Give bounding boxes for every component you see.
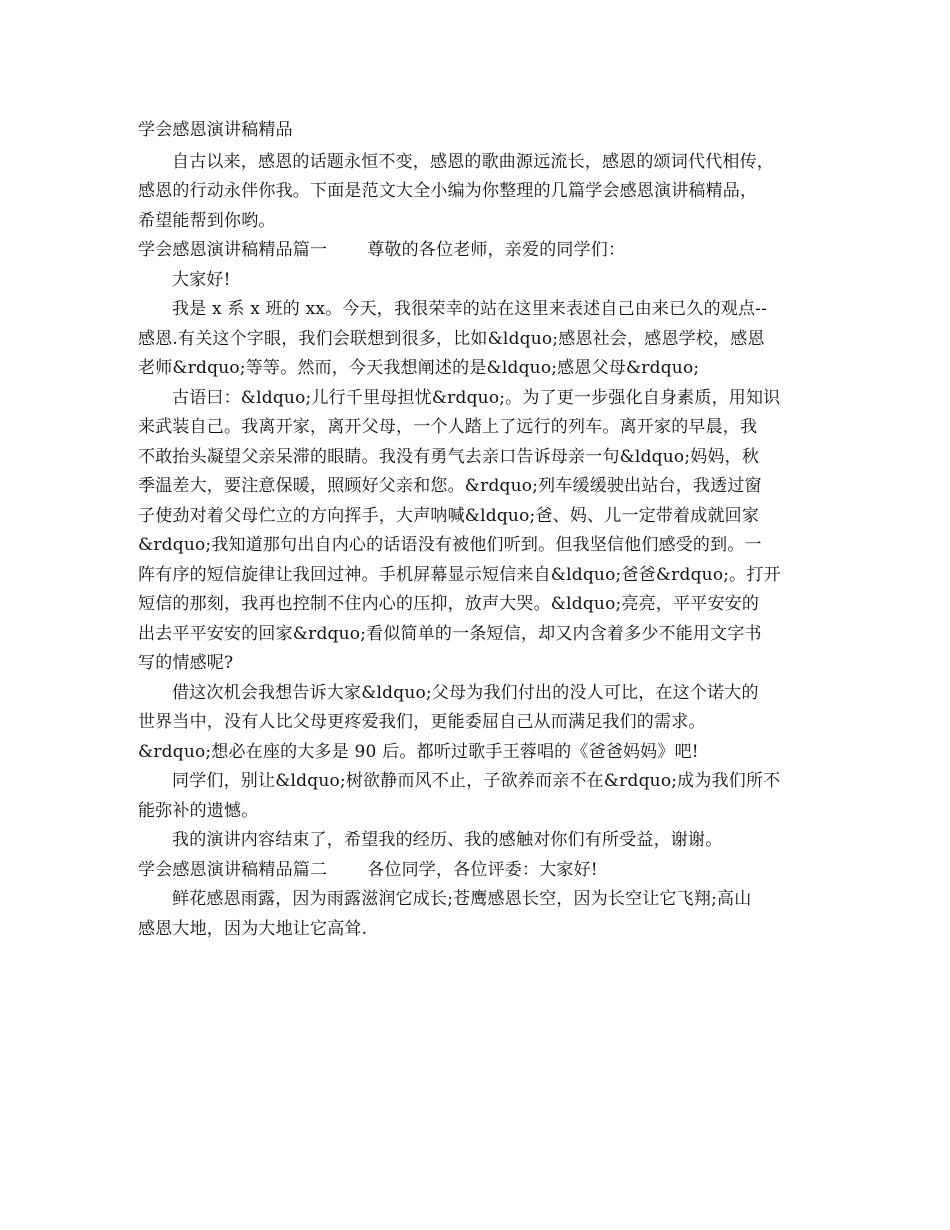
intro-paragraph bbox=[138, 148, 820, 237]
paragraph-line: 来武装自己。我离开家，离开父母，一个人踏上了远行的列车。离开家的早晨，我 bbox=[138, 417, 758, 437]
document-page bbox=[138, 116, 820, 944]
paragraph-line: &rdquo;想必在座的大多是 90 后。都听过歌手王蓉唱的《爸爸妈妈》吧! bbox=[138, 741, 699, 762]
section1-heading-line bbox=[138, 236, 820, 266]
paragraph-line: 出去平平安安的回家&rdquo;看似简单的一条短信，却又内含着多少不能用文字书 bbox=[138, 623, 762, 644]
paragraph-line: 我是 x 系 x 班的 xx。今天，我很荣幸的站在这里来表述自己由来已久的观点-- bbox=[172, 299, 768, 319]
intro-line: 感恩的行动永伴你我。下面是范文大全小编为你整理的几篇学会感恩演讲稿精品， bbox=[138, 181, 758, 201]
paragraph-line: 不敢抬头凝望父亲呆滞的眼睛。我没有勇气去亲口告诉母亲一句&ldquo;妈妈，秋 bbox=[138, 446, 760, 467]
section2-heading-line bbox=[138, 856, 820, 886]
paragraph-line: &rdquo;我知道那句出自内心的话语没有被他们听到。但我坚信他们感受的到。一 bbox=[138, 535, 762, 555]
paragraph-line: 世界当中，没有人比父母更疼爱我们，更能委屈自己从而满足我们的需求。 bbox=[138, 712, 706, 732]
paragraph-line: 子使劲对着父母伫立的方向挥手，大声呐喊&ldquo;爸、妈、儿一定带着成就回家 bbox=[138, 505, 760, 526]
paragraph-line: 同学们，别让&ldquo;树欲静而风不止，子欲养而亲不在&rdquo;成为我们所不 bbox=[172, 771, 781, 791]
paragraph-line: 季温差大，要注意保暖，照顾好父亲和您。&rdquo;列车缓缓驶出站台，我透过窗 bbox=[138, 476, 762, 496]
intro-line: 自古以来，感恩的话题永恒不变，感恩的歌曲源远流长，感恩的颂词代代相传， bbox=[172, 151, 774, 172]
section1-paragraph-1 bbox=[138, 295, 820, 384]
section1-greeting: 大家好! bbox=[172, 269, 231, 290]
section2-heading: 学会感恩演讲稿精品篇二 bbox=[138, 859, 328, 880]
paragraph-line: 感恩.有关这个字眼，我们会联想到很多，比如&ldquo;感恩社会，感恩学校，感恩 bbox=[138, 328, 765, 349]
paragraph-line: 借这次机会我想告诉大家&ldquo;父母为我们付出的没人可比，在这个诺大的 bbox=[172, 682, 759, 703]
paragraph-line: 写的情感呢? bbox=[138, 653, 234, 673]
paragraph-line: 短信的那刻，我再也控制不住内心的压抑，放声大哭。&ldquo;亮亮，平平安安的 bbox=[138, 594, 760, 614]
paragraph-line: 古语曰：&ldquo;儿行千里母担忧&rdquo;。为了更一步强化自身素质，用知识 bbox=[172, 387, 781, 408]
section1-paragraph-4 bbox=[138, 767, 820, 826]
section1-paragraph-5 bbox=[138, 826, 820, 856]
section1-heading: 学会感恩演讲稿精品篇一 bbox=[138, 240, 328, 260]
section2-paragraph-1 bbox=[138, 885, 820, 944]
document-title: 学会感恩演讲稿精品 bbox=[138, 120, 293, 140]
paragraph-line: 阵有序的短信旋律让我回过神。手机屏幕显示短信来自&ldquo;爸爸&rdquo;。打开 bbox=[138, 564, 781, 585]
section1-paragraph-3 bbox=[138, 679, 820, 768]
intro-line: 希望能帮到你哟。 bbox=[138, 210, 276, 231]
paragraph-line: 能弥补的遗憾。 bbox=[138, 800, 259, 821]
section1-paragraph-2 bbox=[138, 384, 820, 679]
section2-opening: 各位同学，各位评委：大家好! bbox=[367, 859, 598, 880]
paragraph-line: 鲜花感恩雨露，因为雨露滋润它成长;苍鹰感恩长空，因为长空让它飞翔;高山 bbox=[172, 889, 752, 909]
paragraph-line: 我的演讲内容结束了，希望我的经历、我的感触对你们有所受益，谢谢。 bbox=[172, 830, 723, 850]
paragraph-line: 老师&rdquo;等等。然而，今天我想阐述的是&ldquo;感恩父母&rdquo; bbox=[138, 358, 700, 378]
section1-opening: 尊敬的各位老师，亲爱的同学们： bbox=[367, 240, 626, 260]
paragraph-line: 感恩大地，因为大地让它高耸. bbox=[138, 918, 368, 939]
